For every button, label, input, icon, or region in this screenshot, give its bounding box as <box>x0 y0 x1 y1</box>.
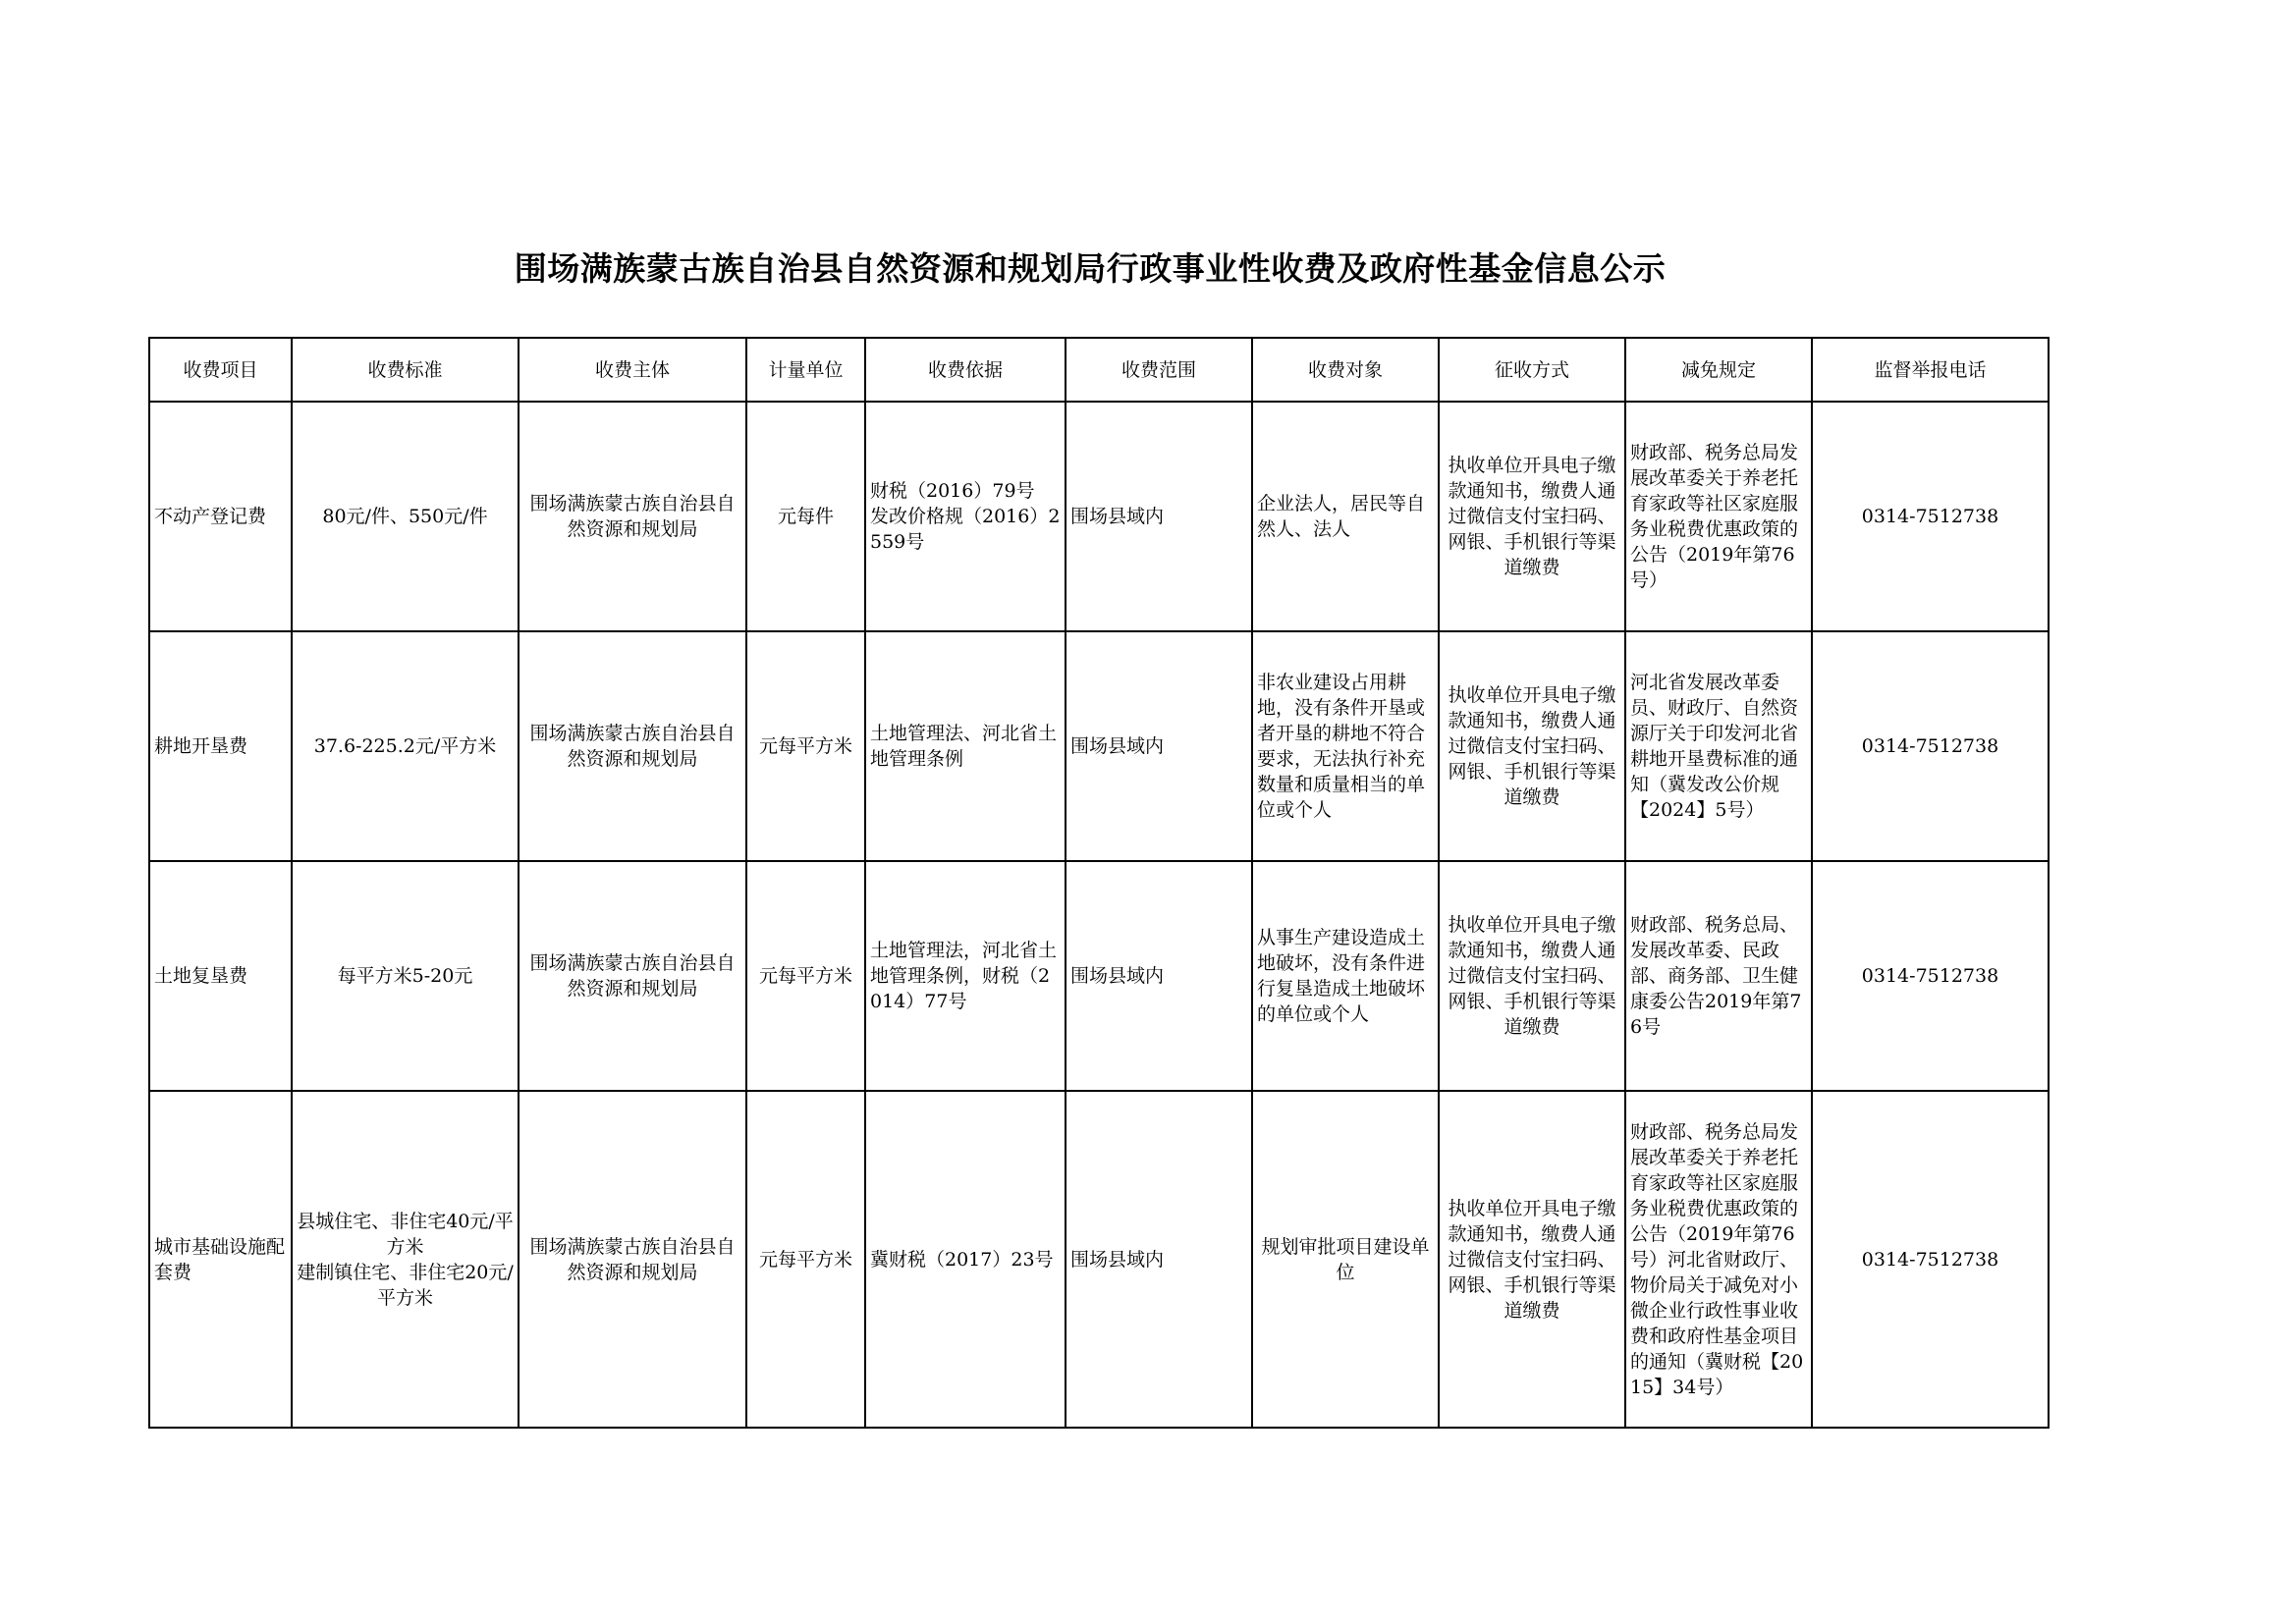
fee-basis: 土地管理法，河北省土地管理条例，财税（2014）77号 <box>865 861 1066 1091</box>
fee-method: 执收单位开具电子缴款通知书，缴费人通过微信支付宝扫码、网银、手机银行等渠道缴费 <box>1439 631 1625 861</box>
fee-scope: 围场县域内 <box>1066 1091 1252 1428</box>
header-method: 征收方式 <box>1439 338 1625 402</box>
fee-exemption: 财政部、税务总局、发展改革委、民政部、商务部、卫生健康委公告2019年第76号 <box>1625 861 1812 1091</box>
fee-basis: 土地管理法、河北省土地管理条例 <box>865 631 1066 861</box>
fee-table <box>148 337 2050 1429</box>
header-scope: 收费范围 <box>1066 338 1252 402</box>
fee-unit: 元每件 <box>746 402 865 631</box>
fee-item: 城市基础设施配套费 <box>149 1091 292 1428</box>
fee-unit: 元每平方米 <box>746 861 865 1091</box>
table-header-row <box>149 338 2049 402</box>
table-row <box>149 402 2049 631</box>
fee-phone: 0314-7512738 <box>1812 402 2049 631</box>
fee-target: 非农业建设占用耕地，没有条件开垦或者开垦的耕地不符合要求，无法执行补充数量和质量相当的单位或个人 <box>1252 631 1439 861</box>
fee-phone: 0314-7512738 <box>1812 1091 2049 1428</box>
table-row <box>149 861 2049 1091</box>
fee-scope: 围场县域内 <box>1066 861 1252 1091</box>
fee-entity: 围场满族蒙古族自治县自然资源和规划局 <box>519 402 746 631</box>
fee-target: 从事生产建设造成土地破坏，没有条件进行复垦造成土地破坏的单位或个人 <box>1252 861 1439 1091</box>
fee-method: 执收单位开具电子缴款通知书，缴费人通过微信支付宝扫码、网银、手机银行等渠道缴费 <box>1439 402 1625 631</box>
fee-standard: 37.6-225.2元/平方米 <box>292 631 519 861</box>
table-row <box>149 631 2049 861</box>
fee-standard: 每平方米5-20元 <box>292 861 519 1091</box>
fee-item: 土地复垦费 <box>149 861 292 1091</box>
fee-standard: 县城住宅、非住宅40元/平方米 建制镇住宅、非住宅20元/平方米 <box>292 1091 519 1428</box>
fee-basis: 冀财税（2017）23号 <box>865 1091 1066 1428</box>
fee-scope: 围场县域内 <box>1066 631 1252 861</box>
header-phone: 监督举报电话 <box>1812 338 2049 402</box>
fee-basis: 财税（2016）79号 发改价格规（2016）2559号 <box>865 402 1066 631</box>
header-entity: 收费主体 <box>519 338 746 402</box>
fee-exemption: 财政部、税务总局发展改革委关于养老托育家政等社区家庭服务业税费优惠政策的公告（2019年第76号）河北省财政厅、物价局关于减免对小微企业行政性事业收费和政府性基金项目的通知（冀财税【2015】34号） <box>1625 1091 1812 1428</box>
header-exemption: 减免规定 <box>1625 338 1812 402</box>
fee-exemption: 河北省发展改革委员、财政厅、自然资源厅关于印发河北省耕地开垦费标准的通知（冀发改公价规【2024】5号） <box>1625 631 1812 861</box>
fee-unit: 元每平方米 <box>746 1091 865 1428</box>
fee-phone: 0314-7512738 <box>1812 861 2049 1091</box>
header-unit: 计量单位 <box>746 338 865 402</box>
fee-unit: 元每平方米 <box>746 631 865 861</box>
header-basis: 收费依据 <box>865 338 1066 402</box>
fee-entity: 围场满族蒙古族自治县自然资源和规划局 <box>519 1091 746 1428</box>
fee-target: 规划审批项目建设单位 <box>1252 1091 1439 1428</box>
fee-entity: 围场满族蒙古族自治县自然资源和规划局 <box>519 631 746 861</box>
fee-target: 企业法人，居民等自然人、法人 <box>1252 402 1439 631</box>
header-target: 收费对象 <box>1252 338 1439 402</box>
header-item: 收费项目 <box>149 338 292 402</box>
fee-item: 不动产登记费 <box>149 402 292 631</box>
table-row <box>149 1091 2049 1428</box>
page-title: 围场满族蒙古族自治县自然资源和规划局行政事业性收费及政府性基金信息公示 <box>514 249 1667 288</box>
fee-item: 耕地开垦费 <box>149 631 292 861</box>
fee-entity: 围场满族蒙古族自治县自然资源和规划局 <box>519 861 746 1091</box>
fee-standard: 80元/件、550元/件 <box>292 402 519 631</box>
fee-scope: 围场县域内 <box>1066 402 1252 631</box>
fee-exemption: 财政部、税务总局发展改革委关于养老托育家政等社区家庭服务业税费优惠政策的公告（2019年第76号） <box>1625 402 1812 631</box>
header-standard: 收费标准 <box>292 338 519 402</box>
fee-method: 执收单位开具电子缴款通知书，缴费人通过微信支付宝扫码、网银、手机银行等渠道缴费 <box>1439 1091 1625 1428</box>
fee-method: 执收单位开具电子缴款通知书，缴费人通过微信支付宝扫码、网银、手机银行等渠道缴费 <box>1439 861 1625 1091</box>
fee-phone: 0314-7512738 <box>1812 631 2049 861</box>
